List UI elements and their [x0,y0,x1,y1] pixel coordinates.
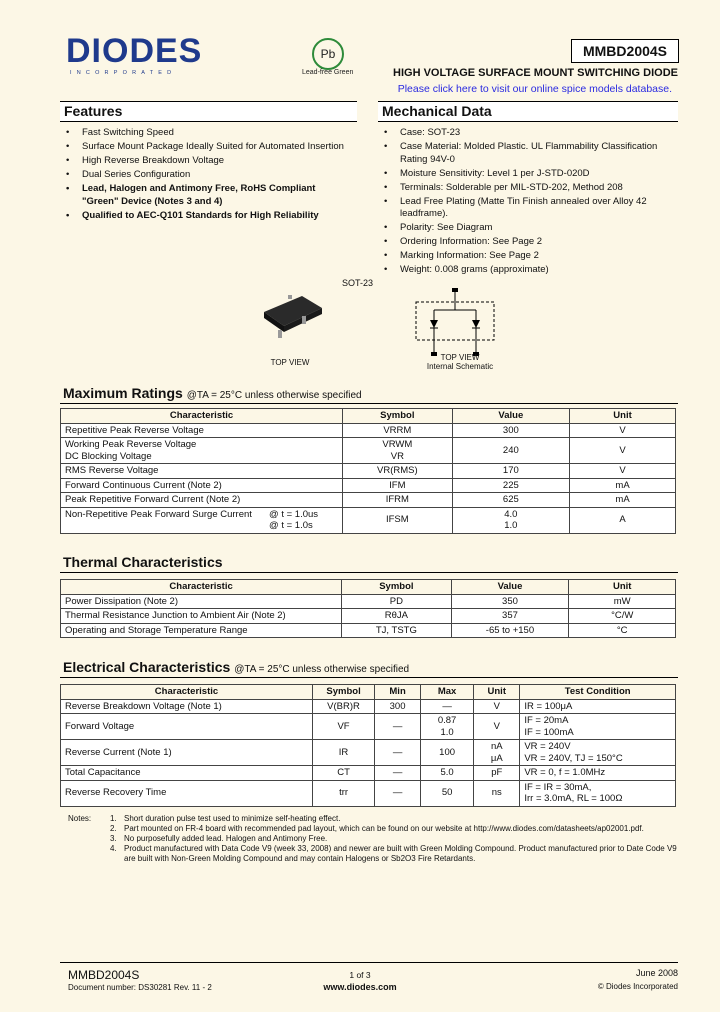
notes-section [68,814,678,864]
table-cell-max: 5.0 [421,766,474,781]
column-header: Characteristic [61,409,343,424]
table-row [61,464,676,479]
table-cell-symbol: PD [342,594,451,609]
table-cell-unit: V [570,423,676,438]
mechanical-item: • Terminals: Solderable per MIL-STD-202, Method 208 [380,182,678,195]
mechanical-item: • Case: SOT-23 [380,127,678,140]
note-item [68,814,678,824]
sot23-package-image [258,290,328,340]
table-cell-unit: ns [474,780,520,806]
column-header: Test Condition [520,685,676,700]
table-cell-min: 300 [375,699,421,714]
table-cell-char: RMS Reverse Voltage [61,464,343,479]
note-text: No purposefully added lead. Halogen and Antimony Free. [124,834,328,843]
footer-part-number: MMBD2004S [68,968,140,982]
lead-free-label: Lead-free Green [302,69,354,76]
table-cell-value: 4.0 1.0 [452,507,569,533]
table-cell-value: 350 [451,594,569,609]
document-subtitle: HIGH VOLTAGE SURFACE MOUNT SWITCHING DIODE [393,67,678,79]
column-header: Unit [570,409,676,424]
feature-item: • Lead, Halogen and Antimony Free, RoHS Compliant "Green" Device (Notes 3 and 4) [62,183,352,208]
table-cell-char: Forward Voltage [61,714,313,740]
table-cell-char: Reverse Recovery Time [61,780,313,806]
table-row [61,740,676,766]
column-header: Symbol [312,685,374,700]
footer-divider [60,962,678,963]
max-ratings-heading [60,383,678,404]
table-cell-value: 225 [452,478,569,493]
electrical-table [60,684,676,807]
characteristic-text: Non-Repetitive Peak Forward Surge Current [65,508,252,520]
table-cell-unit: nA μA [474,740,520,766]
table-cell-symbol: IFM [343,478,453,493]
note-item [68,844,678,864]
mechanical-data-heading: Mechanical Data [378,101,678,122]
table-cell-symbol: V(BR)R [312,699,374,714]
part-number-box: MMBD2004S [571,39,679,63]
note-text: Product manufactured with Data Code V9 (week 33, 2008) and newer are built with Green Molding Compound. Product manufactured prior to Date Code V9 are built with Non-Green Molding Compound and may contain Halogens or Sb2O3 Fire Retardants. [124,844,677,863]
feature-item: • Surface Mount Package Ideally Suited for Automated Insertion [62,141,352,154]
max-ratings-table [60,408,676,534]
table-cell-symbol: VR(RMS) [343,464,453,479]
company-logo-sub: INCORPORATED [70,70,177,76]
table-cell-max: — [421,699,474,714]
mechanical-item: • Moisture Sensitivity: Level 1 per J-STD-020D [380,168,678,181]
table-row [61,493,676,508]
mechanical-item: • Polarity: See Diagram [380,222,678,235]
table-header-row [61,685,676,700]
table-row [61,780,676,806]
table-row [61,699,676,714]
column-header: Value [451,580,569,595]
footer-document-number: Document number: DS30281 Rev. 11 - 2 [68,983,212,992]
top-view-label-left: TOP VIEW [270,358,310,367]
table-cell-test: IR = 100μA [520,699,676,714]
column-header: Unit [569,580,676,595]
table-cell-char: Reverse Breakdown Voltage (Note 1) [61,699,313,714]
thermal-title: Thermal Characteristics [63,554,223,570]
feature-item: • Dual Series Configuration [62,169,352,182]
table-cell-char: Working Peak Reverse Voltage DC Blocking Voltage [61,438,343,464]
table-header-row [61,580,676,595]
table-row [61,423,676,438]
table-cell-char: Forward Continuous Current (Note 2) [61,478,343,493]
table-cell-max: 100 [421,740,474,766]
table-cell-unit: V [570,438,676,464]
table-cell-unit: V [474,714,520,740]
internal-schematic-label: Internal Schematic [426,362,494,371]
table-cell-unit: °C/W [569,609,676,624]
top-view-label-right: TOP VIEW [440,353,480,362]
table-cell-symbol: VRRM [343,423,453,438]
table-cell-unit: mW [569,594,676,609]
note-number: 4. [110,844,117,853]
table-cell-symbol: trr [312,780,374,806]
column-header: Min [375,685,421,700]
electrical-heading [60,657,678,678]
feature-item: • Fast Switching Speed [62,127,352,140]
max-ratings-title: Maximum Ratings [63,385,183,401]
table-row [61,507,676,533]
table-cell-symbol: IFSM [343,507,453,533]
lead-free-badge-icon: Pb [312,38,344,70]
note-number: 1. [110,814,117,823]
table-cell-min: — [375,740,421,766]
table-cell-value: 240 [452,438,569,464]
column-header: Characteristic [61,685,313,700]
note-number: 2. [110,824,117,833]
table-cell-min: — [375,714,421,740]
table-row [61,594,676,609]
table-cell-char: Power Dissipation (Note 2) [61,594,342,609]
table-cell-value: 357 [451,609,569,624]
table-row [61,623,676,638]
condition-text: @ t = 1.0us @ t = 1.0s [269,508,319,531]
footer-page-number: 1 of 3 [349,970,371,980]
table-cell-symbol: RθJA [342,609,451,624]
table-cell-unit: mA [570,493,676,508]
features-list [62,127,352,224]
table-cell-unit: V [474,699,520,714]
mechanical-item: • Weight: 0.008 grams (approximate) [380,264,678,277]
note-text: Part mounted on FR-4 board with recommended pad layout, which can be found on our website at http://www.diodes.com/datasheets/ap02001.pdf. [124,824,644,833]
table-cell-min: — [375,766,421,781]
footer-website-link[interactable]: www.diodes.com [323,982,397,992]
table-row [61,609,676,624]
table-cell-test: VR = 0, f = 1.0MHz [520,766,676,781]
column-header: Value [452,409,569,424]
table-cell-symbol: IR [312,740,374,766]
table-cell-symbol: VF [312,714,374,740]
table-cell-symbol: VRWM VR [343,438,453,464]
max-ratings-condition: @TA = 25°C unless otherwise specified [186,390,362,401]
table-cell-value: 170 [452,464,569,479]
mechanical-item: • Marking Information: See Page 2 [380,250,678,263]
mechanical-data-list [380,127,678,278]
table-cell-test: IF = IR = 30mA, Irr = 3.0mA, RL = 100Ω [520,780,676,806]
column-header: Max [421,685,474,700]
table-cell-value: 300 [452,423,569,438]
mechanical-item: • Ordering Information: See Page 2 [380,236,678,249]
table-cell-char [61,507,343,533]
table-cell-symbol: TJ, TSTG [342,623,451,638]
thermal-table [60,579,676,638]
note-item [68,834,678,844]
internal-schematic-diagram [410,288,500,358]
table-cell-unit: mA [570,478,676,493]
table-cell-value: 625 [452,493,569,508]
footer-copyright: © Diodes Incorporated [597,982,678,991]
features-heading: Features [60,101,357,122]
table-cell-char: Reverse Current (Note 1) [61,740,313,766]
table-cell-char: Operating and Storage Temperature Range [61,623,342,638]
table-cell-char: Repetitive Peak Reverse Voltage [61,423,343,438]
electrical-title: Electrical Characteristics [63,659,231,675]
table-row [61,766,676,781]
column-header: Symbol [342,580,451,595]
table-cell-test: IF = 20mA IF = 100mA [520,714,676,740]
mechanical-item: • Lead Free Plating (Matte Tin Finish annealed over Alloy 42 leadframe). [380,196,678,221]
table-cell-unit: A [570,507,676,533]
note-text: Short duration pulse test used to minimize self-heating effect. [124,814,341,823]
table-row [61,714,676,740]
column-header: Unit [474,685,520,700]
thermal-heading [60,552,678,573]
mechanical-item: • Case Material: Molded Plastic. UL Flammability Classification Rating 94V-0 [380,141,678,166]
table-cell-unit: V [570,464,676,479]
note-item [68,824,678,834]
table-cell-unit: °C [569,623,676,638]
column-header: Symbol [343,409,453,424]
column-header: Characteristic [61,580,342,595]
table-cell-char: Thermal Resistance Junction to Ambient Air (Note 2) [61,609,342,624]
table-cell-min: — [375,780,421,806]
company-logo: DIODES [66,32,203,70]
table-row [61,438,676,464]
footer-date: June 2008 [635,968,678,978]
package-label: SOT-23 [342,278,374,288]
table-header-row [61,409,676,424]
table-cell-max: 0.87 1.0 [421,714,474,740]
table-cell-unit: pF [474,766,520,781]
electrical-condition: @TA = 25°C unless otherwise specified [234,664,410,675]
table-row [61,478,676,493]
notes-label: Notes: [68,814,92,823]
table-cell-char: Total Capacitance [61,766,313,781]
spice-models-link[interactable]: Please click here to visit our online spice models database. [397,83,672,95]
table-cell-test: VR = 240V VR = 240V, TJ = 150°C [520,740,676,766]
feature-item: • Qualified to AEC-Q101 Standards for High Reliability [62,210,352,223]
table-cell-char: Peak Repetitive Forward Current (Note 2) [61,493,343,508]
table-cell-symbol: CT [312,766,374,781]
note-number: 3. [110,834,117,843]
feature-item: • High Reverse Breakdown Voltage [62,155,352,168]
table-cell-value: -65 to +150 [451,623,569,638]
table-cell-symbol: IFRM [343,493,453,508]
table-cell-max: 50 [421,780,474,806]
